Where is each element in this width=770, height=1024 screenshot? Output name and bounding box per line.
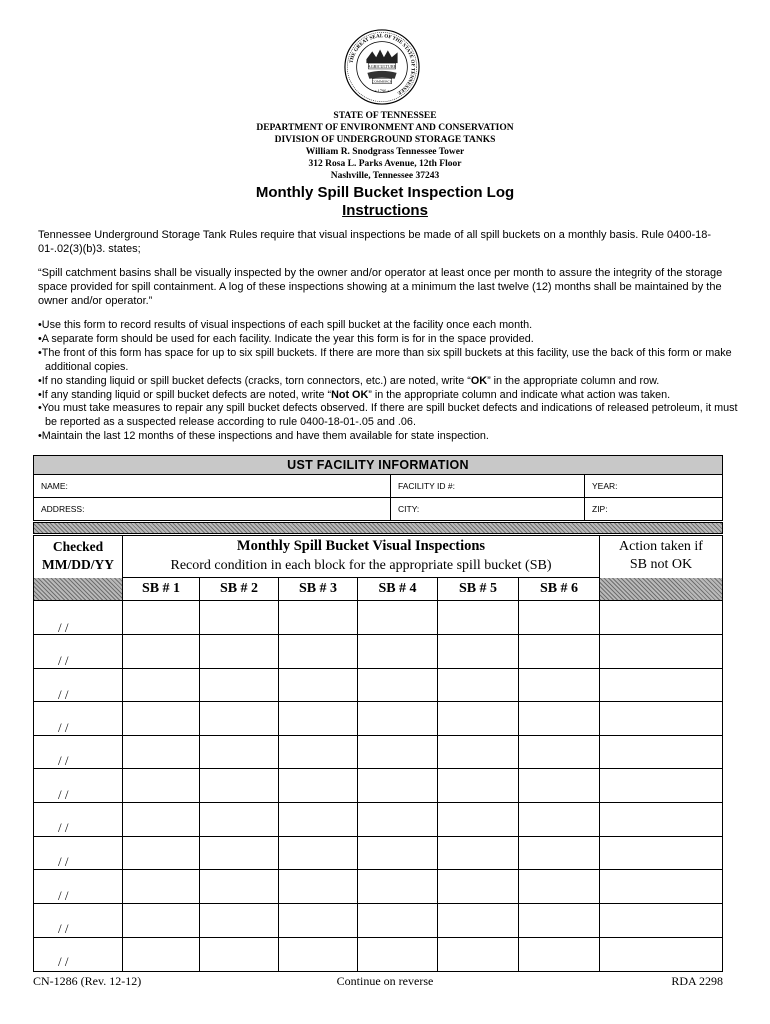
- sb-1-header: SB # 1: [141, 581, 181, 596]
- header-street: 312 Rosa L. Parks Avenue, 12th Floor: [308, 159, 462, 169]
- grid-line: [34, 600, 722, 601]
- ok-keyword: OK: [470, 374, 488, 387]
- date-entry[interactable]: / /: [58, 753, 69, 768]
- instructions-heading: Instructions: [342, 202, 428, 219]
- action-shaded-cell: [600, 578, 722, 600]
- instruction-text: If no standing liquid or spill bucket defects (cracks, torn connectors, etc.) are noted, write “: [41, 374, 471, 387]
- action-taken-header: [600, 538, 722, 574]
- facility-name-field[interactable]: [34, 475, 390, 497]
- facility-row-2: [34, 498, 722, 521]
- instruction-text: A separate form should be used for each facility. Indicate the year this form is for in the space provided.: [41, 332, 534, 345]
- intro-paragraph: Tennessee Underground Storage Tank Rules require that visual inspections be made of all spill buckets on a monthly basis. Rule 0400-18-01-.02(3)(b)3. states;: [38, 229, 712, 255]
- not-ok-keyword: Not OK: [331, 388, 369, 401]
- grid-line: [437, 578, 438, 971]
- svg-text:COMMERCE: COMMERCE: [371, 79, 393, 84]
- instruction-item: [38, 389, 752, 403]
- instruction-text: You must take measures to repair any spill bucket defects observed. If there are spill bucket defects and indications of released petroleum, it must be reported as a suspected release according to rule 0400-18-01-.05 and .06.: [41, 402, 738, 429]
- instruction-text: If any standing liquid or spill bucket defects are noted, write “: [41, 388, 332, 401]
- grid-line: [199, 578, 200, 971]
- rda-number: RDA 2298: [671, 974, 723, 988]
- page-title: Monthly Spill Bucket Inspection Log: [255, 184, 515, 201]
- sb-6-header: SB # 6: [539, 581, 579, 596]
- checked-shaded-cell: [34, 578, 122, 600]
- city-label: CITY:: [398, 504, 420, 514]
- row-line: [34, 802, 722, 803]
- row-line: [34, 836, 722, 837]
- inspections-title: Monthly Spill Bucket Visual Inspections: [236, 538, 486, 554]
- row-line: [34, 634, 722, 635]
- grid-line: [122, 536, 123, 971]
- row-line: [34, 869, 722, 870]
- instruction-list: [38, 319, 752, 444]
- instruction-text: Maintain the last 12 months of these inspections and have them available for state inspection.: [41, 430, 489, 443]
- checked-header-line: MM/DD/YY: [42, 557, 114, 572]
- svg-text:AGRICULTURE: AGRICULTURE: [367, 63, 397, 69]
- sb-2-header: SB # 2: [219, 581, 259, 596]
- row-line: [34, 701, 722, 702]
- facility-id-field[interactable]: [391, 475, 584, 497]
- row-line: [34, 903, 722, 904]
- sb-5-header: SB # 5: [458, 581, 498, 596]
- grid-line: [122, 577, 599, 578]
- grid-line: [518, 578, 519, 971]
- inspections-subtitle: Record condition in each block for the appropriate spill bucket (SB): [170, 558, 552, 573]
- continue-on-reverse: Continue on reverse: [336, 974, 434, 988]
- instruction-text: ” in the appropriate column and indicate what action was taken.: [368, 388, 671, 401]
- action-header-line: SB not OK: [629, 557, 693, 572]
- svg-text:• 1796 •: • 1796 •: [374, 88, 390, 94]
- instruction-item: [38, 430, 752, 444]
- instruction-text: The front of this form has space for up to six spill buckets. If there are more than six spill buckets at this facility, use the back of this form or make additional copies.: [41, 346, 732, 373]
- sb-4-header: SB # 4: [378, 581, 417, 596]
- city-field[interactable]: [391, 498, 584, 520]
- form-number: CN-1286 (Rev. 12-12): [33, 974, 142, 988]
- instruction-item: [38, 375, 752, 389]
- header-division: DIVISION OF UNDERGROUND STORAGE TANKS: [274, 135, 496, 145]
- header-state: STATE OF TENNESSEE: [333, 111, 437, 121]
- header-city: Nashville, Tennessee 37243: [330, 171, 440, 181]
- sb-3-header: SB # 3: [298, 581, 338, 596]
- shaded-separator: [33, 522, 723, 534]
- inspection-log-table: [33, 535, 723, 972]
- action-header-line: Action taken if: [619, 539, 703, 554]
- grid-line: [278, 578, 279, 971]
- instruction-text: ” in the appropriate column and row.: [487, 374, 660, 387]
- year-field[interactable]: [585, 475, 722, 497]
- row-line: [34, 768, 722, 769]
- rule-quote: “Spill catchment basins shall be visually inspected by the owner and/or operator at least once per month to assure the integrity of the storage space provided for spill containment. A log of these inspections showing at a minimum the last twelve (12) months shall be maintained by the owner and/or operator.”: [38, 267, 723, 307]
- address-field[interactable]: [34, 498, 390, 520]
- date-entry[interactable]: / /: [58, 653, 69, 668]
- instruction-text: Use this form to record results of visual inspections of each spill bucket at the facility once each month.: [41, 319, 533, 331]
- instruction-item: [38, 402, 752, 430]
- zip-label: ZIP:: [592, 504, 608, 514]
- year-label: YEAR:: [592, 481, 618, 491]
- row-line: [34, 668, 722, 669]
- facility-row-1: [34, 475, 722, 498]
- row-line: [34, 937, 722, 938]
- zip-field[interactable]: [585, 498, 722, 520]
- facility-info-box: [33, 455, 723, 521]
- svg-text:THE GREAT SEAL OF THE STATE OF: THE GREAT SEAL OF THE STATE OF TENNESSEE: [348, 33, 416, 96]
- date-entry[interactable]: / /: [58, 720, 69, 735]
- checked-date-header: [34, 538, 122, 574]
- instruction-item: [38, 319, 752, 333]
- instructions-heading-wrap: [0, 201, 770, 220]
- header-department: DEPARTMENT OF ENVIRONMENT AND CONSERVATION: [256, 123, 514, 133]
- date-entry[interactable]: / /: [58, 620, 69, 635]
- date-entry[interactable]: / /: [58, 820, 69, 835]
- date-entry[interactable]: / /: [58, 888, 69, 903]
- date-entry[interactable]: / /: [58, 854, 69, 869]
- instruction-item: [38, 347, 752, 375]
- checked-header-line: Checked: [52, 539, 104, 554]
- date-entry[interactable]: / /: [58, 787, 69, 802]
- header-building: William R. Snodgrass Tennessee Tower: [305, 147, 465, 157]
- date-entry[interactable]: / /: [58, 687, 69, 702]
- facility-name-label: NAME:: [41, 481, 68, 491]
- facility-info-title: UST FACILITY INFORMATION: [34, 456, 722, 475]
- address-label: ADDRESS:: [41, 504, 85, 514]
- facility-id-label: FACILITY ID #:: [398, 481, 456, 491]
- state-seal-logo: [343, 28, 421, 106]
- date-entry[interactable]: / /: [58, 954, 69, 969]
- grid-line: [357, 578, 358, 971]
- grid-line: [599, 536, 600, 971]
- inspections-header: [123, 537, 599, 575]
- date-entry[interactable]: / /: [58, 921, 69, 936]
- row-line: [34, 735, 722, 736]
- instruction-item: [38, 333, 752, 347]
